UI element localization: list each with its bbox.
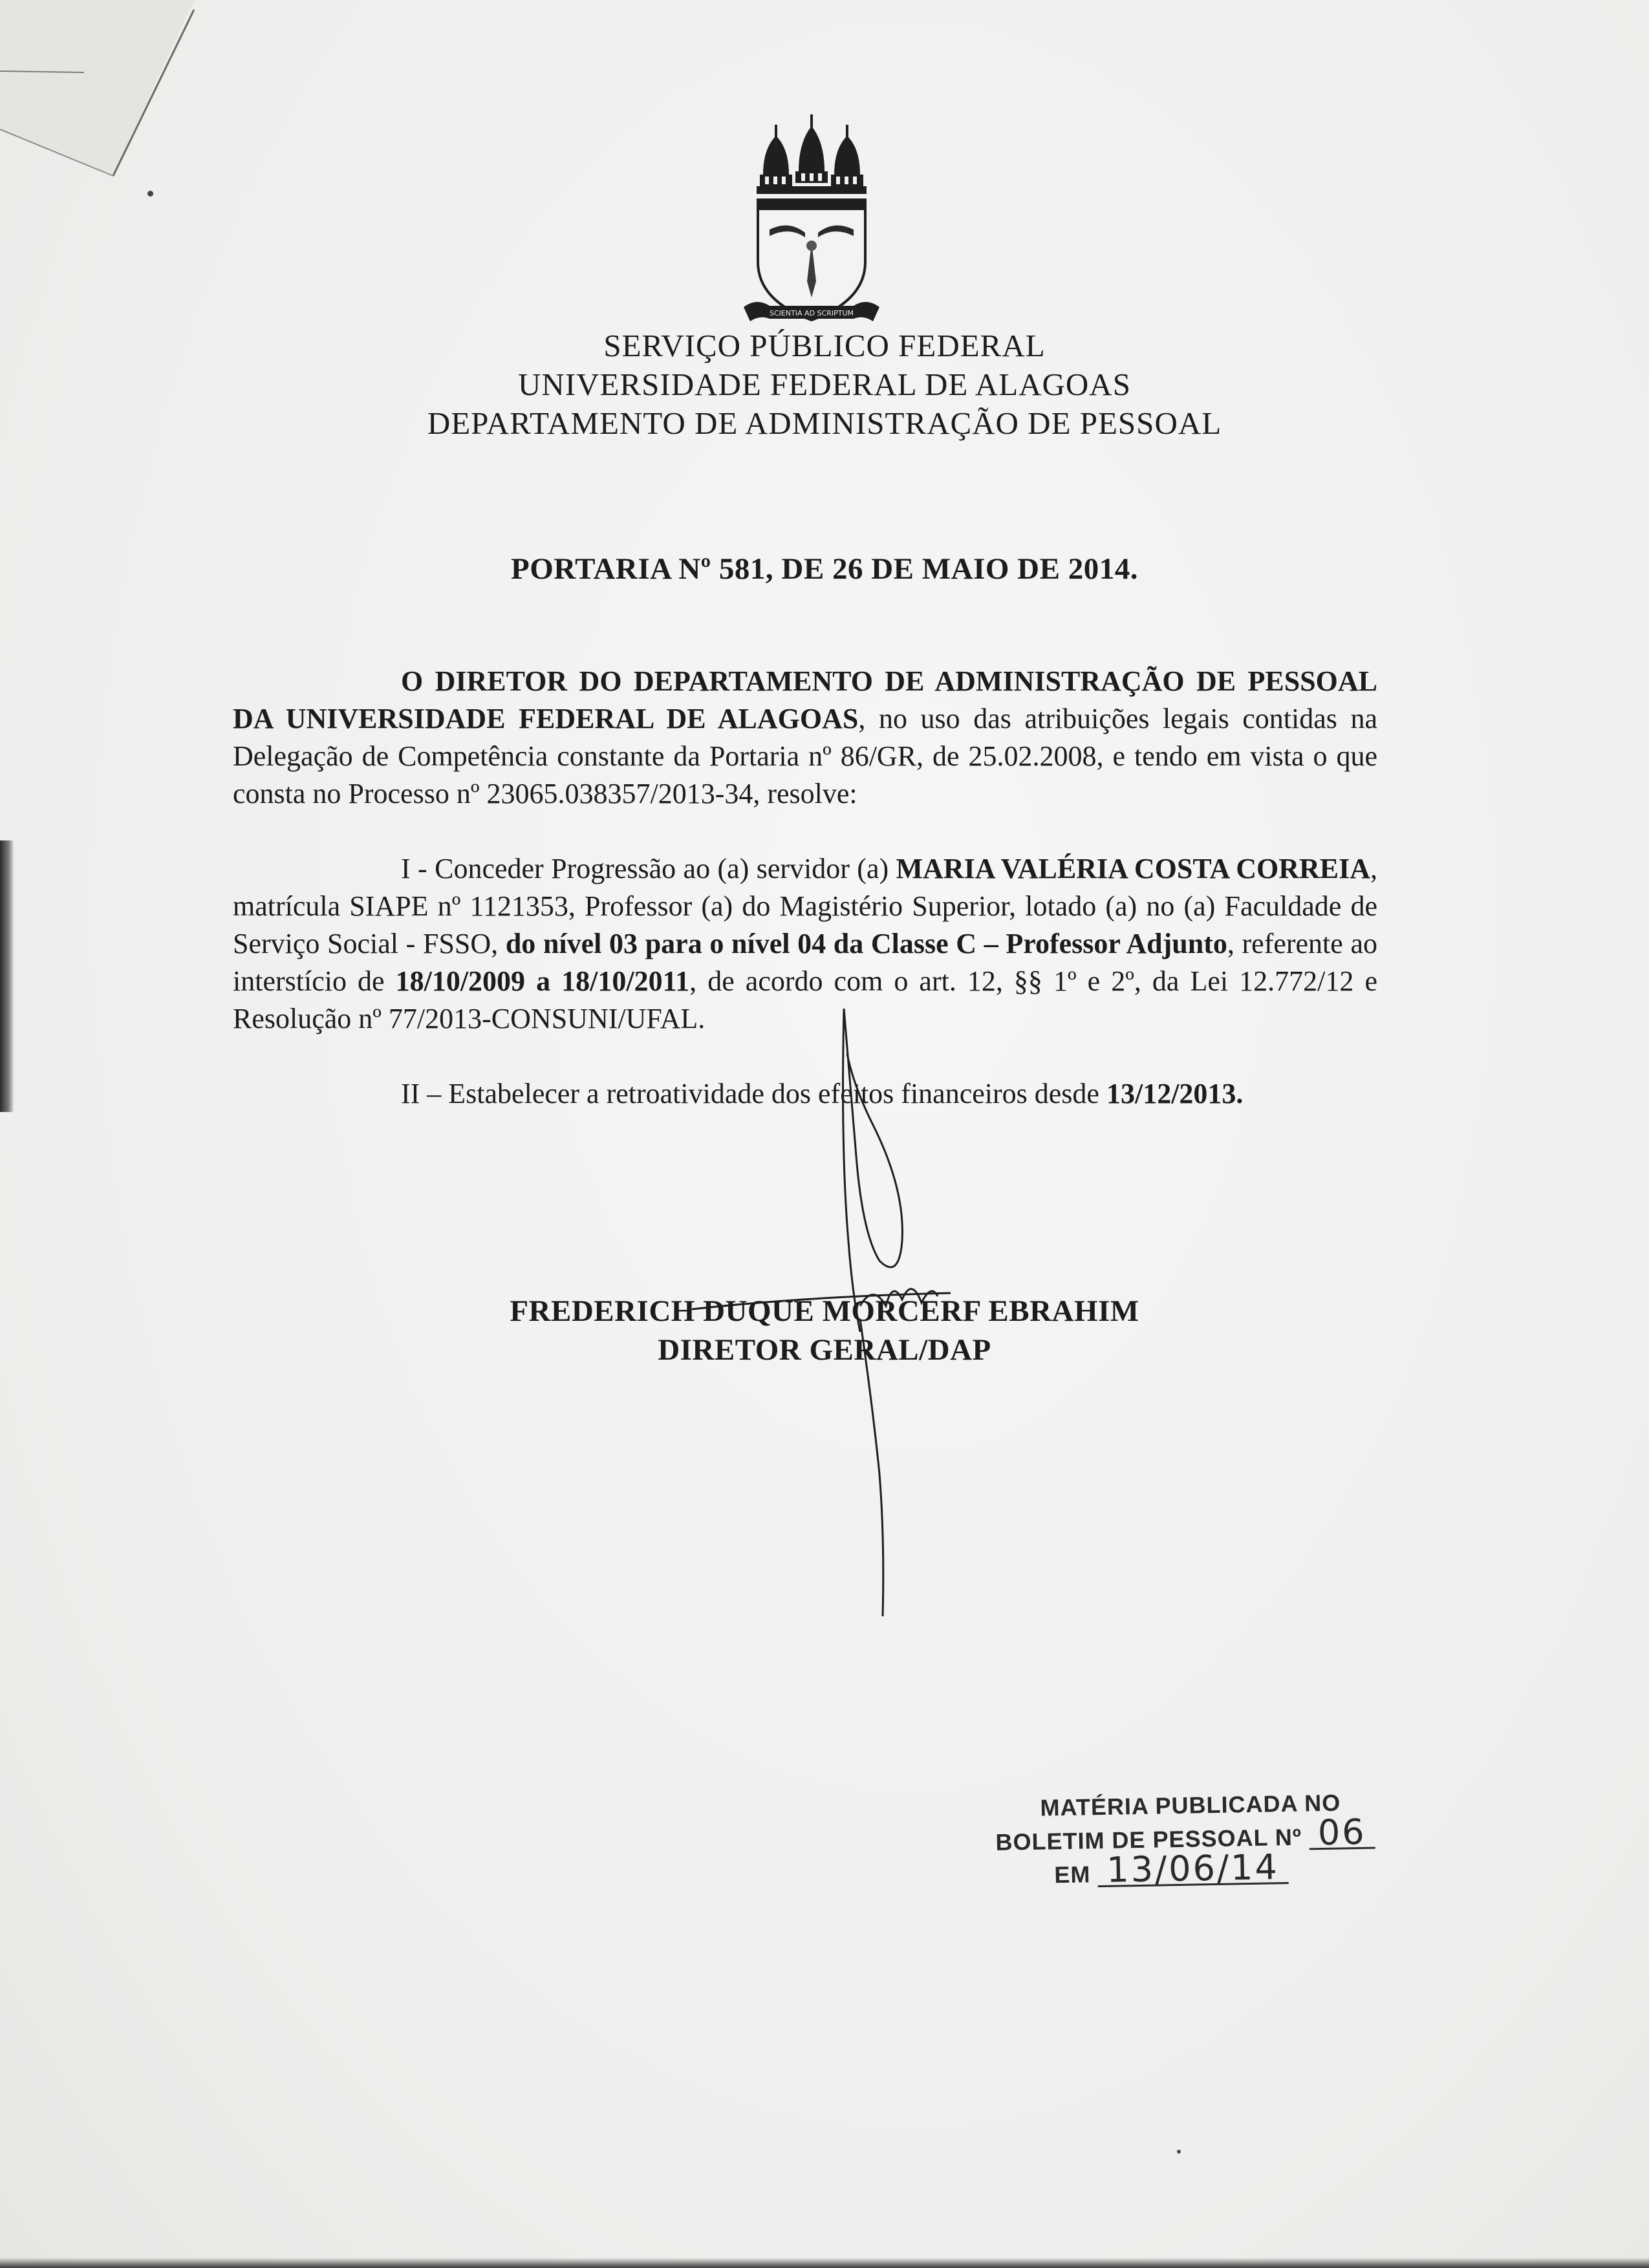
preamble-authority: O DIRETOR DO DEPARTAMENTO DE ADMINISTRAÇÃO DE PESSOAL DA UNIVERSIDADE FEDERAL DE ALAGOAS	[233, 665, 1377, 734]
article-2-text: II – Estabelecer a retroatividade dos efeitos financeiros desde	[401, 1078, 1106, 1109]
header-line-2: UNIVERSIDADE FEDERAL DE ALAGOAS	[518, 367, 1131, 402]
article-1-legal-basis: , de acordo com o art. 12, §§ 1º e 2º, da Lei 12.772/12 e Resolução nº 77/2013-CONSUNI/UFAL.	[233, 965, 1377, 1034]
interstice-period: 18/10/2009 a 18/10/2011	[395, 965, 690, 997]
preamble-paragraph	[233, 663, 1377, 813]
article-1-details: , matrícula SIAPE nº 1121353, Professor (a) do Magistério Superior, lotado (a) no (a) Faculdade de Serviço Social - FSSO,	[233, 853, 1377, 959]
signatory-title: DIRETOR GERAL/DAP	[658, 1333, 991, 1367]
scan-speck	[1177, 2150, 1181, 2154]
signatory-block	[0, 1292, 1649, 1369]
article-1-prefix: I - Conceder Progressão ao (a) servidor (a)	[401, 853, 896, 884]
retroactive-date: 13/12/2013.	[1106, 1078, 1244, 1109]
servant-name: MARIA VALÉRIA COSTA CORREIA	[896, 853, 1370, 884]
signatory-name: FREDERICH DUQUE MORCERF EBRAHIM	[510, 1294, 1139, 1328]
stamp-boletim-number: 06	[1308, 1817, 1375, 1850]
stamp-date: 13/06/14	[1097, 1852, 1288, 1887]
stamp-boletim-label: BOLETIM DE PESSOAL Nº	[995, 1823, 1302, 1856]
stamp-date-label: EM	[1054, 1861, 1091, 1888]
scan-speck	[147, 191, 153, 197]
crest-motto: SCIENTIA AD SCRIPTUM	[769, 309, 854, 317]
portaria-title: PORTARIA Nº 581, DE 26 DE MAIO DE 2014.	[511, 552, 1138, 586]
article-1-interstice-label: , referente ao interstício de	[233, 928, 1377, 997]
preamble-text: , no uso das atribuições legais contidas na Delegação de Competência constante da Portaria nº 86/GR, de 25.02.2008, e tendo em vista o que consta no Processo nº 23065.038357/2013-34, resolve:	[233, 703, 1377, 809]
stamp-line-1: MATÉRIA PUBLICADA NO	[1040, 1789, 1341, 1821]
scan-bottom-shadow	[0, 2258, 1649, 2268]
scan-edge-shadow	[0, 840, 14, 1112]
header-line-3: DEPARTAMENTO DE ADMINISTRAÇÃO DE PESSOAL	[427, 405, 1222, 441]
institution-header	[0, 326, 1649, 443]
folded-corner	[0, 0, 272, 194]
publication-stamp	[995, 1788, 1367, 1930]
stamp-line-3	[996, 1846, 1359, 1891]
header-line-1: SERVIÇO PÚBLICO FEDERAL	[603, 328, 1046, 363]
ufal-crest-logo	[744, 113, 879, 333]
progression-level: do nível 03 para o nível 04 da Classe C – Professor Adjunto	[505, 928, 1227, 959]
